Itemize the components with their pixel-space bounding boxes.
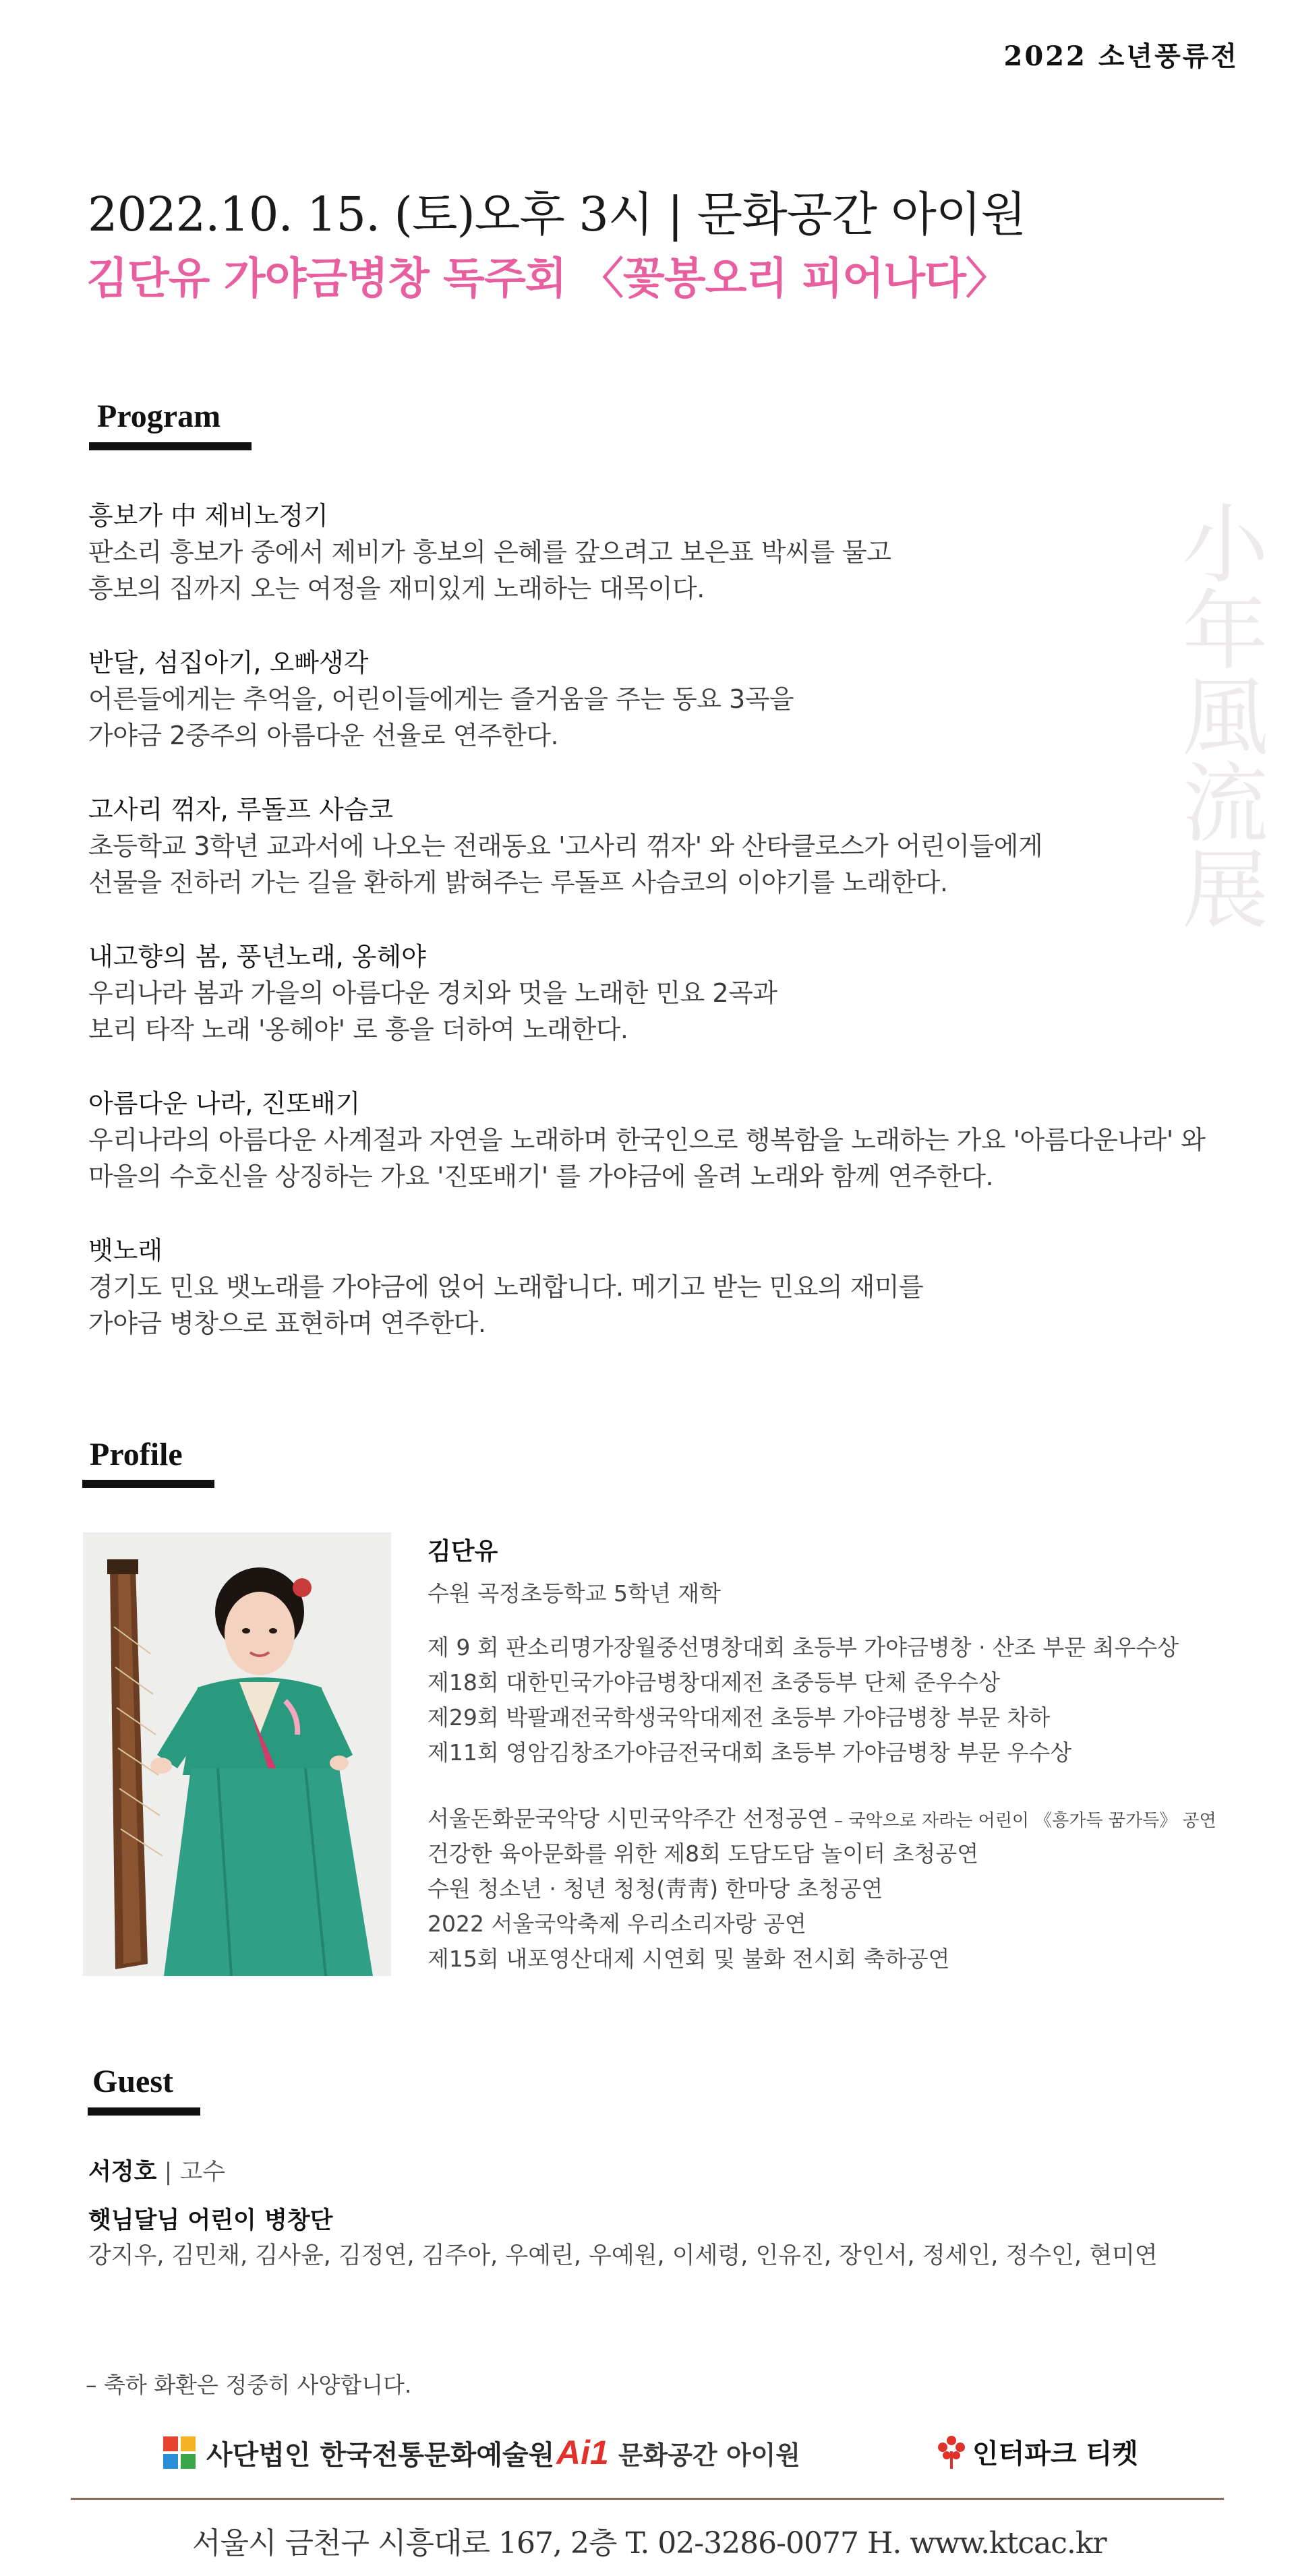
watermark-text: 小年風流展 <box>1167 499 1268 930</box>
program-item-title: 아름다운 나라, 진또배기 <box>88 1089 361 1118</box>
program-heading-bar <box>89 442 252 450</box>
program-item <box>88 1085 1248 1195</box>
program-item-title: 반달, 섬집아기, 오빠생각 <box>88 648 369 678</box>
program-item-line: 가야금 2중주의 아름다운 선율로 연주한다. <box>88 721 559 750</box>
award-item: 제11회 영암김창조가야금전국대회 초등부 가야금병창 부문 우수상 <box>428 1739 1072 1766</box>
performer-photo <box>83 1532 391 1976</box>
program-item-line: 가야금 병창으로 표현하며 연주한다. <box>88 1309 486 1338</box>
program-item <box>88 1232 1248 1342</box>
org1-label: 사단법인 한국전통문화예술원 <box>206 2438 555 2471</box>
guest-separator: | <box>156 2159 180 2186</box>
program-item <box>88 645 1248 754</box>
guest-teacher <box>88 2153 225 2187</box>
event-date-venue: 2022.10. 15. (토)오후 3시 | 문화공간 아이원 <box>88 187 1026 242</box>
program-item <box>88 791 1248 901</box>
award-item: 제18회 대한민국가야금병창대제전 초중등부 단체 준우수상 <box>428 1669 1001 1696</box>
performer-school: 수원 곡정초등학교 5학년 재학 <box>428 1580 722 1607</box>
program-heading: Program <box>97 398 221 434</box>
performance-item: 제15회 내포영산대제 시연회 및 불화 전시회 축하공연 <box>428 1946 950 1972</box>
footer-contact: 서울시 금천구 시흥대로 167, 2층 T. 02-3286-0077 H. www.ktcac.kr <box>192 2526 1107 2560</box>
program-item-line: 우리나라의 아름다운 사계절과 자연을 노래하며 한국인으로 행복함을 노래하는 가요 '아름다운나라' 와 <box>88 1125 1206 1155</box>
program-item-line: 경기도 민요 뱃노래를 가야금에 얹어 노래합니다. 메기고 받는 민요의 재미를 <box>88 1272 924 1302</box>
profile-heading: Profile <box>90 1437 183 1472</box>
program-item-line: 흥보의 집까지 오는 여정을 재미있게 노래하는 대목이다. <box>88 574 705 603</box>
performer-illustration <box>83 1532 391 1976</box>
logo-org2 <box>556 2432 800 2473</box>
logo-org1 <box>160 2432 554 2473</box>
performer-name: 김단유 <box>428 1538 498 1565</box>
program-item-title: 내고향의 봄, 풍년노래, 옹헤야 <box>88 942 426 971</box>
program-item-line: 우리나라 봄과 가을의 아름다운 경치와 멋을 노래한 민요 2곡과 <box>88 978 777 1008</box>
performance-note: – 국악으로 자라는 어린이 《흥가득 꿈가득》 공연 <box>828 1811 1216 1831</box>
program-item <box>88 498 1248 607</box>
performance-item <box>428 1801 1216 1838</box>
performance-item: 수원 청소년 · 청년 청청(靑靑) 한마당 초청공연 <box>428 1876 883 1902</box>
footer-divider <box>71 2498 1224 2500</box>
guest-teacher-role: 고수 <box>179 2159 226 2186</box>
interpark-flower-icon <box>935 2432 968 2470</box>
org1-emblem-icon <box>160 2434 198 2472</box>
guest-choir-members: 강지우, 김민채, 김사윤, 김정연, 김주아, 우예린, 우예원, 이세령, 인유진, 장인서, 정세인, 정수인, 현미연 <box>88 2242 1158 2269</box>
program-item-line: 마을의 수호신을 상징하는 가요 '진또배기' 를 가야금에 올려 노래와 함께 연주한다. <box>88 1162 994 1191</box>
program-item-line: 어른들에게는 추억을, 어린이들에게는 즐거움을 주는 동요 3곡을 <box>88 684 794 714</box>
award-item: 제29회 박팔괘전국학생국악대제전 초등부 가야금병창 부문 차하 <box>428 1704 1051 1731</box>
performance-title: 서울돈화문국악당 시민국악주간 선정공연 <box>428 1805 829 1832</box>
guest-teacher-name: 서정호 <box>88 2159 157 2186</box>
guest-choir-name: 햇님달님 어린이 병창단 <box>88 2207 333 2234</box>
guest-heading-bar <box>88 2107 200 2116</box>
award-item: 제 9 회 판소리명가장월중선명창대회 초등부 가야금병창 · 산조 부문 최우수상 <box>428 1634 1179 1660</box>
program-item-line: 판소리 흥보가 중에서 제비가 흥보의 은혜를 갚으려고 보은표 박씨를 물고 <box>88 537 891 567</box>
logo-org3 <box>935 2431 1138 2472</box>
program-item-title: 고사리 꺾자, 루돌프 사슴코 <box>88 795 394 825</box>
program-item-title: 흥보가 中 제비노정기 <box>88 501 328 531</box>
org2-label: 문화공간 아이원 <box>618 2440 800 2470</box>
program-item-line: 초등학교 3학년 교과서에 나오는 전래동요 '고사리 꺾자' 와 산타클로스가 어린이들에게 <box>88 831 1043 861</box>
concert-title: 김단유 가야금병창 독주회 〈꽃봉오리 피어나다〉 <box>86 253 1008 304</box>
guest-heading: Guest <box>92 2064 173 2099</box>
flower-notice: – 축하 화환은 정중히 사양합니다. <box>86 2372 412 2398</box>
program-item-title: 뱃노래 <box>88 1236 163 1265</box>
profile-heading-bar <box>82 1480 214 1488</box>
org3-label: 인터파크 티켓 <box>972 2438 1138 2469</box>
program-item <box>88 938 1248 1048</box>
program-item-line: 선물을 전하러 가는 길을 환하게 밝혀주는 루돌프 사슴코의 이야기를 노래한다. <box>88 868 948 897</box>
ai1-logo-mark: Ai1 <box>556 2434 609 2472</box>
performance-item: 건강한 육아문화를 위한 제8회 도담도담 놀이터 초청공연 <box>428 1840 979 1867</box>
program-item-line: 보리 타작 노래 '옹헤야' 로 흥을 더하여 노래한다. <box>88 1015 628 1044</box>
performance-item: 2022 서울국악축제 우리소리자랑 공연 <box>428 1911 806 1937</box>
series-title: 2022 소년풍류전 <box>1003 40 1239 72</box>
